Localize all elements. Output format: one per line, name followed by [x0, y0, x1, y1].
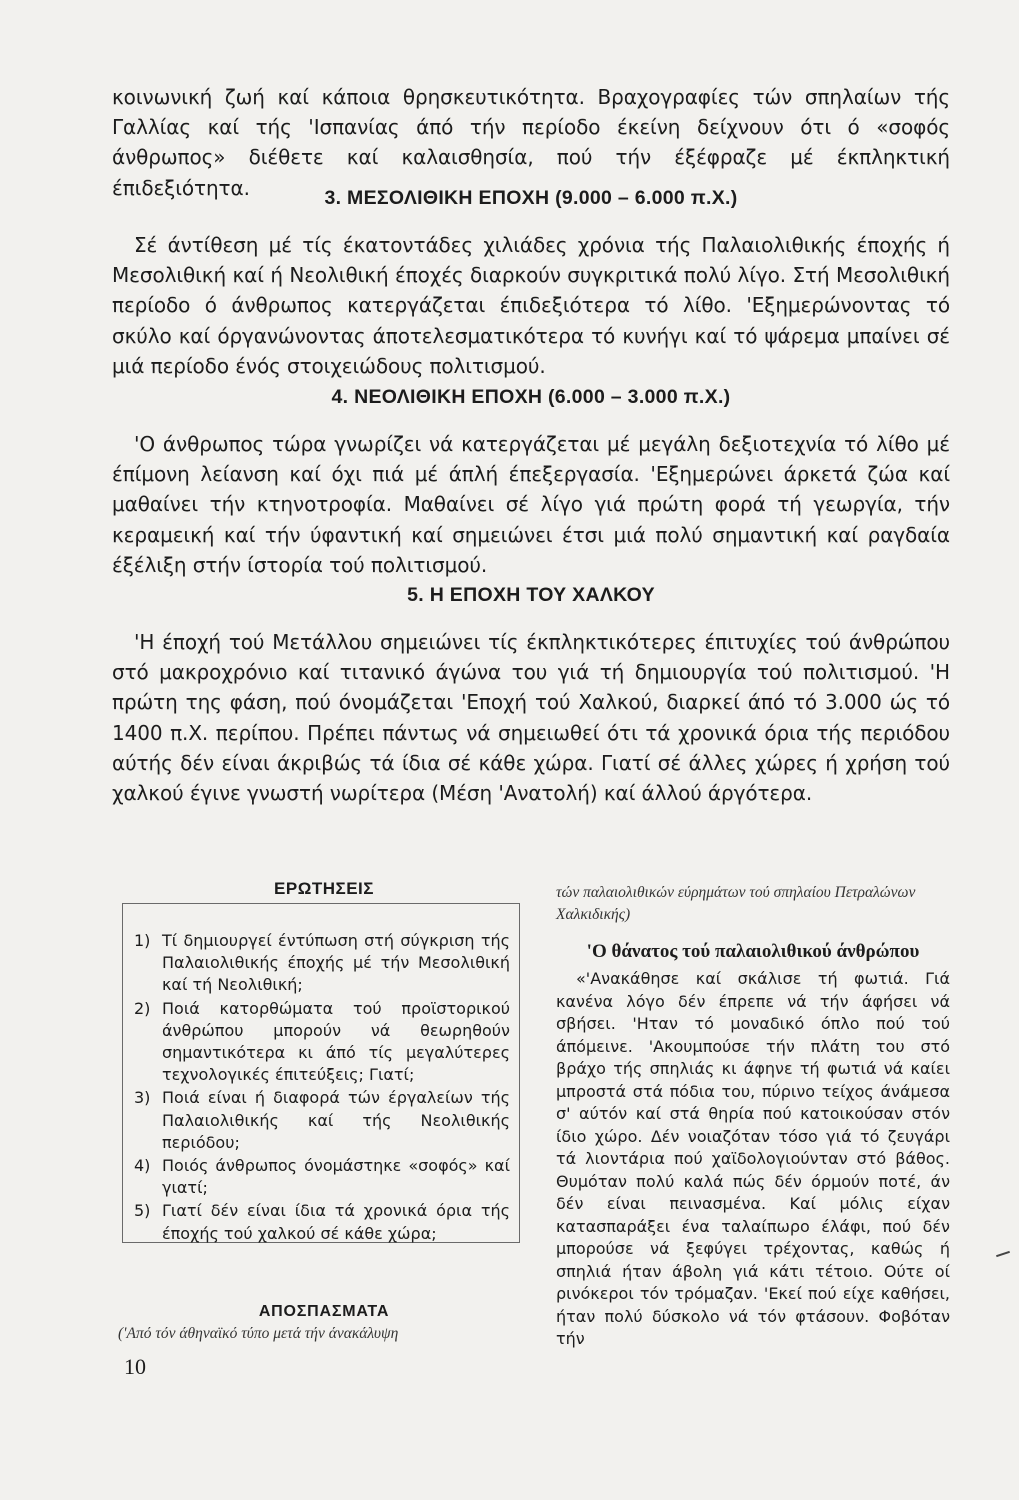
question-number: 5)	[134, 1201, 151, 1221]
question-number: 2)	[134, 998, 151, 1018]
question-item	[134, 1087, 510, 1154]
section-mesolithic	[112, 230, 950, 381]
question-number: 4)	[134, 1156, 151, 1176]
section-neolithic-text: 'Ο άνθρωπος τώρα γνωρίζει νά κατεργάζεται μέ μεγάλη δεξιοτεχνία τό λίθο μέ έπίμονη λείανση καί όχι πιά μέ άπλή έπεξεργασία. 'Εξημερώνει άρκετά ζώα καί μαθαίνει τήν κτηνοτροφία. Μαθαίνει σέ λίγο γιά πρώτη φορά τή γεωργία, τήν κεραμεική καί τήν ύφαντική καί σημειώνει έτσι μιά πολύ σημαντική καί ραγδαία έξέλιξη στήν ίστορία τού πολιτισμού.	[112, 432, 950, 577]
questions-title-text: ΕΡΩΤΗΣΕΙΣ	[266, 879, 382, 898]
question-item	[134, 1200, 510, 1244]
question-text: Ποιός άνθρωπος όνομάστηκε «σοφός» καί γιατί;	[162, 1156, 510, 1198]
question-item	[134, 930, 510, 997]
section-bronze-age	[112, 627, 950, 808]
section-bronze-age-text: 'Η έποχή τού Μετάλλου σημειώνει τίς έκπληκτικότερες έπιτυχίες τού άνθρώπου στό μακροχρόνιο καί τιτανικό άγώνα του γιά τή δημιουργία τού πολιτισμού. 'Η πρώτη της φάση, πού όνομάζεται 'Εποχή τού Χαλκού, διαρκεί άπό τό 3.000 ώς τό 1400 π.Χ. περίπου. Πρέπει πάντως νά σημειωθεί ότι τά χρονικά όρια τής περιόδου αύτής δέν είναι άκριβώς τά ίδια σέ κάθε χώρα. Γιατί σέ άλλες χώρες ή χρήση τού χαλκού έγινε γνωστή νωρίτερα (Μέση 'Ανατολή) καί άλλού άργότερα.	[112, 630, 950, 806]
section-heading-mesolithic: 3. ΜΕΣΟΛΙΘΙΚΗ ΕΠΟΧΗ (9.000 – 6.000 π.Χ.)	[324, 187, 738, 209]
extracts-source: ('Από τόν άθηναϊκό τύπο μετά τήν άνακάλυψη	[118, 1325, 399, 1342]
page-number: 10	[124, 1354, 146, 1379]
margin-mark	[996, 1251, 1010, 1257]
extracts-title: ΑΠΟΣΠΑΣΜΑΤΑ	[258, 1303, 390, 1320]
extract-title: 'Ο θάνατος τού παλαιολιθικού άνθρώπου	[586, 941, 920, 962]
section-neolithic	[112, 429, 950, 580]
extract-column	[556, 882, 950, 1351]
question-number: 3)	[134, 1088, 151, 1108]
question-item	[134, 1155, 510, 1199]
questions-title	[120, 879, 528, 899]
intro-paragraph	[112, 82, 950, 203]
question-item	[134, 998, 510, 1087]
questions-list	[134, 930, 510, 1246]
question-text: Ποιά κατορθώματα τού προϊστορικού άνθρώπου μπορούν νά θεωρηθούν σημαντικότερα κι άπό τίς μεγαλύτερες τεχνολογικές έπιτεύξεις; Γιατί;	[162, 998, 510, 1085]
intro-text: κοινωνική ζωή καί κάποια θρησκευτικότητα. Βραχογραφίες τών σπηλαίων τής Γαλλίας καί τής 'Ισπανίας άπό τήν περίοδο έκείνη δείχνουν ότι ό «σοφός άνθρωπος» διέθετε καί καλαισθησία, πού τήν έξέφραζε μέ έκπληκτική έπιδεξιότητα.	[112, 85, 950, 200]
question-text: Τί δημιουργεί έντύπωση στή σύγκριση τής Παλαιολιθικής έποχής μέ τήν Μεσολιθική καί τή Νεολιθική;	[162, 931, 510, 995]
question-number: 1)	[134, 931, 151, 950]
extract-caption: τών παλαιολιθικών εύρημάτων τού σπηλαίου Πετραλώνων Χαλκιδικής)	[556, 884, 916, 923]
question-text: Ποιά είναι ή διαφορά τών έργαλείων τής Παλαιολιθικής καί τής Νεολιθικής περιόδου;	[162, 1088, 510, 1152]
section-mesolithic-text: Σέ άντίθεση μέ τίς έκατοντάδες χιλιάδες χρόνια τής Παλαιολιθικής έποχής ή Μεσολιθική καί ή Νεολιθική έποχές διαρκούν συγκριτικά πολύ λίγο. Στή Μεσολιθική περίοδο ό άνθρωπος κατεργάζεται έπιδεξιότερα τό λίθο. 'Εξημερώνοντας τό σκύλο καί όργανώνοντας άποτελεσματικότερα τό κυνήγι καί τό ψάρεμα μπαίνει σέ μιά περίοδο ένός στοιχειώδους πολιτισμού.	[112, 233, 950, 378]
section-heading-bronze-age: 5. Η ΕΠΟΧΗ ΤΟΥ ΧΑΛΚΟΥ	[407, 584, 655, 606]
question-text: Γιατί δέν είναι ίδια τά χρονικά όρια τής έποχής τού χαλκού σέ κάθε χώρα;	[162, 1201, 510, 1243]
extract-body: «'Ανακάθησε καί σκάλισε τή φωτιά. Γιά κανένα λόγο δέν έπρεπε νά τήν άφήσει νά σβήσει. 'Ηταν τό μοναδικό όπλο πού τού άπόμεινε. 'Ακουμπούσε τήν πλάτη του στό βράχο τής σπηλιάς κι άφηνε τή φωτιά νά καίει μπροστά στά πόδια του, πύρινο τείχος άνάμεσα σ' αύτόν καί στά θηρία πού κατοικούσαν στόν ίδιο χώρο. Δέν νοιαζόταν τόσο γιά τό ζευγάρι τά λιοντάρια πού χαϊδολογιούνταν στό βάθος. Θυμόταν πολύ καλά πώς δέν όρμούν ποτέ, άν δέν είναι πεινασμένα. Καί μόλις είχαν κατασπαράξει ένα ταλαίπωρο έλάφι, πού δέν μπορούσε νά ξεφύγει τρέχοντας, καθώς ή σπηλιά ήταν άβολη γιά κάτι τέτοιο. Ούτε οί ρινόκεροι τόν τρόμαζαν. 'Εκεί πού είχε καθήσει, ήταν πολύ δύσκολο νά τόν φτάσουν. Φοβόταν τήν	[556, 969, 950, 1348]
section-heading-neolithic: 4. ΝΕΟΛΙΘΙΚΗ ΕΠΟΧΗ (6.000 – 3.000 π.Χ.)	[331, 386, 731, 408]
